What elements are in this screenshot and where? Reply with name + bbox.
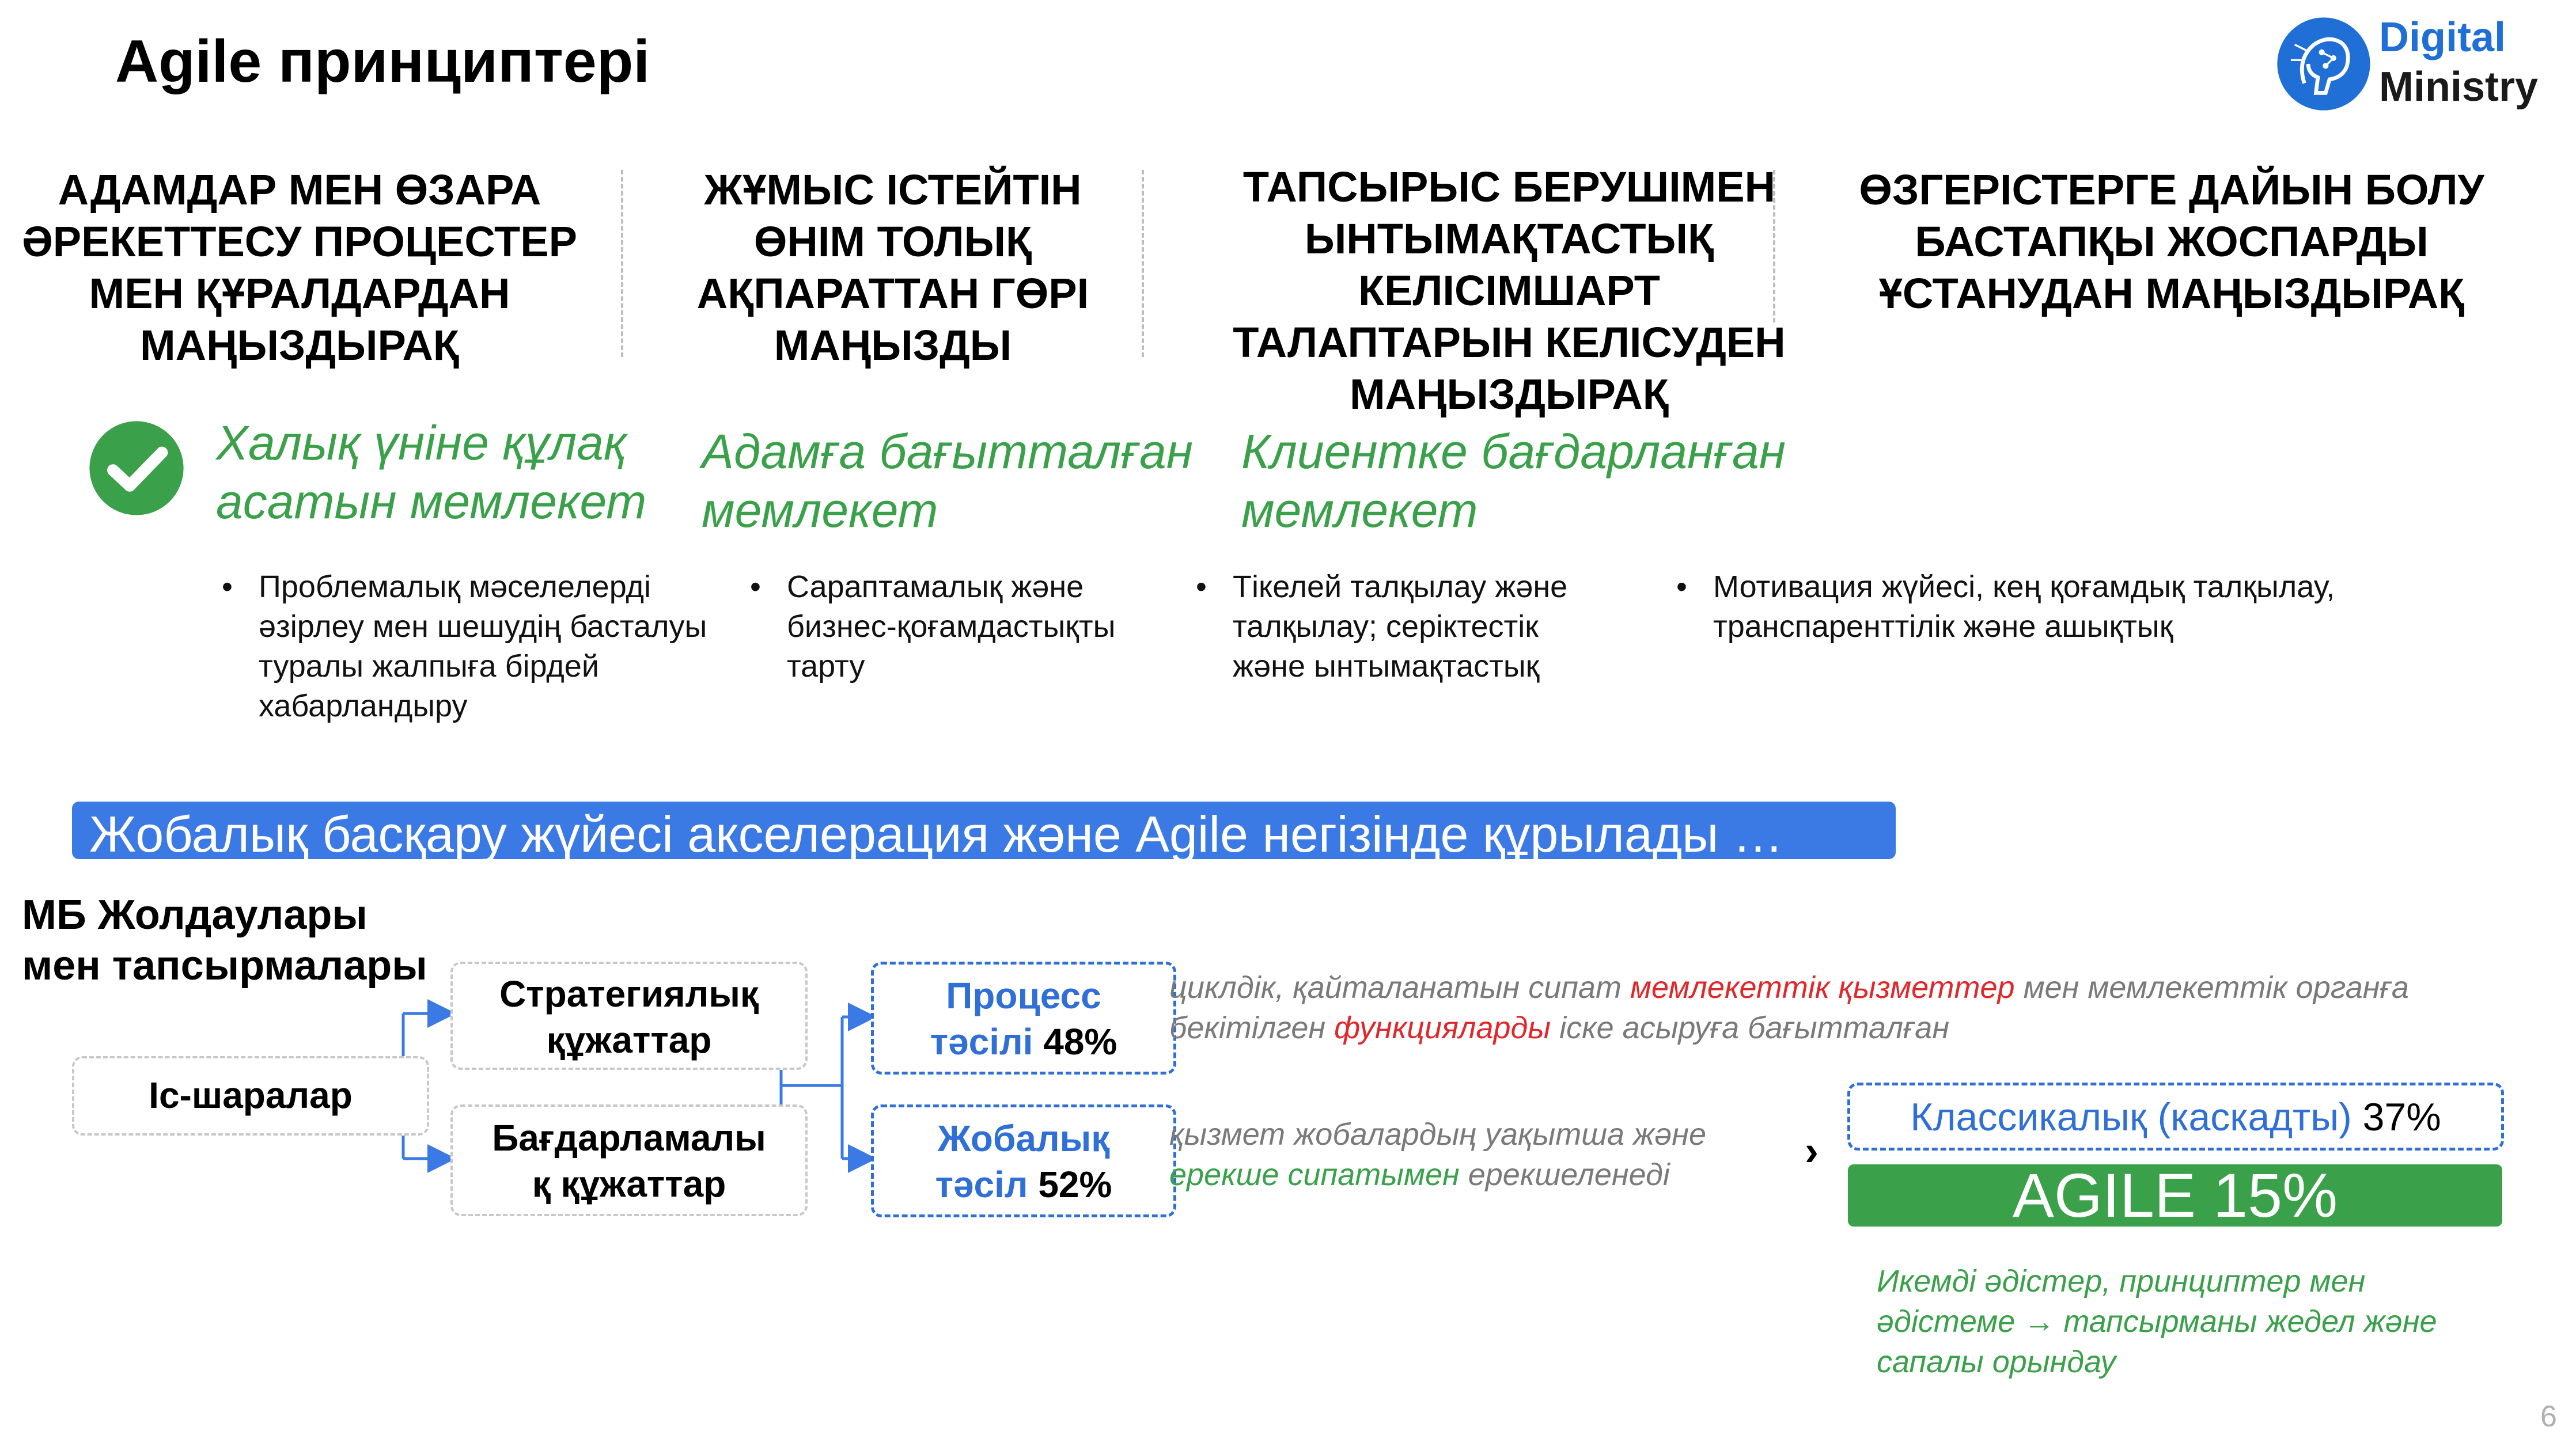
principle-heading-2: ЖҰМЫС ІСТЕЙТІН ӨНІМ ТОЛЫҚ АҚПАРАТТАН ГӨРІ МАҢЫЗДЫ	[696, 166, 1089, 369]
column-divider	[621, 170, 623, 357]
classic-approach-box: Классикалық (каскадты) 37%	[1847, 1083, 2504, 1151]
green-subheading-1: Халық үніне құлақ асатын мемлекет	[216, 416, 647, 529]
green-check-icon	[88, 419, 185, 517]
mb-label: МБ Жолдаулары мен тапсырмалары	[22, 892, 427, 989]
program-docs-box: Бағдарламалы қ құжаттар	[450, 1104, 808, 1216]
column-divider	[1142, 170, 1144, 357]
digital-ministry-logo-icon	[2275, 16, 2372, 112]
page-number: 6	[2540, 1400, 2557, 1433]
bullet-item-2: • Сараптамалық және бизнес-қоғамдастықты тарту	[750, 570, 1116, 684]
project-approach-box: Жобалық тәсіл 52%	[871, 1104, 1176, 1217]
bullet-item-4: • Мотивация жүйесі, кең қоғамдық талқылау, транспаренттілік және ашықтық	[1676, 570, 2335, 644]
activities-label: Іс-шаралар	[149, 1075, 353, 1116]
activities-box	[72, 1056, 429, 1136]
page-title: Agile принциптері	[115, 28, 650, 95]
agile-label: AGILE 15%	[2012, 1160, 2338, 1230]
principle-heading-1: АДАМДАР МЕН ӨЗАРА ӘРЕКЕТТЕСУ ПРОЦЕСТЕР МЕН ҚҰРАЛДАРДАН МАҢЫЗДЫРАҚ	[22, 166, 577, 369]
green-subheading-2: Адамға бағытталған мемлекет	[702, 424, 1193, 537]
agile-bar	[1848, 1160, 2502, 1230]
banner-text: Жобалық басқару жүйесі акселерация және Agile негізінде құрылады …	[89, 806, 1783, 863]
strategic-docs-box: Стратегиялық құжаттар	[450, 962, 808, 1070]
logo-text-ministry: Ministry	[2379, 64, 2539, 110]
process-approach-box: Процесс тәсілі 48%	[871, 962, 1176, 1075]
project-description: қызмет жобалардың уақытша және ерекше сипатымен ерекшеленеді	[1169, 1117, 1707, 1192]
agile-note: Икемді әдістер, принциптер мен әдістеме → тапсырманы жедел және сапалы орындау	[1877, 1264, 2437, 1379]
process-description: циклдік, қайталанатын сипат мемлекеттік қызметтер мен мемлекеттік органға бекітілген функцияларды іске асыруға бағытталған	[1169, 970, 2409, 1045]
chevron-right-icon: ›	[1805, 1128, 1819, 1174]
bullet-item-3: • Тікелей талқылау және талқылау; серіктестік және ынтымақтастық	[1196, 570, 1568, 684]
principle-heading-4: ӨЗГЕРІСТЕРГЕ ДАЙЫН БОЛУ БАСТАПҚЫ ЖОСПАРДЫ ҰСТАНУДАН МАҢЫЗДЫРАҚ	[1859, 166, 2484, 317]
digital-ministry-logo	[2275, 13, 2558, 116]
bullet-item-1: • Проблемалық мәселелерді әзірлеу мен шешудің басталуы туралы жалпыға бірдей хабарландыру	[222, 570, 707, 723]
logo-text-digital: Digital	[2379, 14, 2506, 60]
banner	[72, 802, 1896, 863]
green-subheading-3: Клиентке бағдарланған мемлекет	[1241, 424, 1786, 537]
column-divider	[1773, 170, 1775, 322]
principle-heading-3: ТАПСЫРЫС БЕРУШІМЕН ЫНТЫМАҚТАСТЫҚ КЕЛІСІМШАРТ ТАЛАПТАРЫН КЕЛІСУДЕН МАҢЫЗДЫРАҚ	[1233, 163, 1786, 418]
